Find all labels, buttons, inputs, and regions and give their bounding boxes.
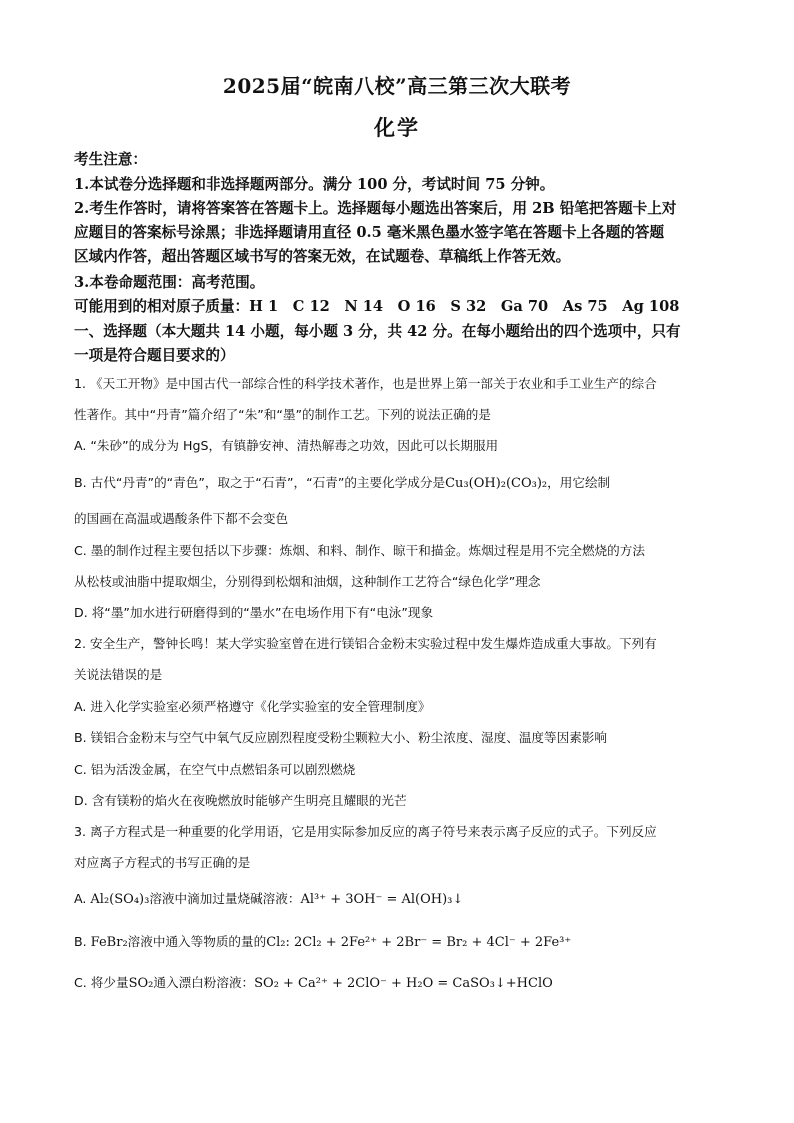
q3-option-b-gas: Cl₂ [266, 935, 286, 950]
q3-option-b-text: 溶液中通入等物质的量的 [127, 934, 267, 949]
q3-option-a-text: 溶液中滴加过量烧碱溶液： [149, 891, 301, 906]
q3-option-c-text: 通入漂白粉溶液： [153, 975, 255, 990]
q3-option-a-label: A. [74, 891, 87, 906]
q3-option-b-equation: : 2Cl₂ + 2Fe²⁺ + 2Br⁻ = Br₂ + 4Cl⁻ + 2Fe³⁺ [285, 935, 572, 950]
q1-stem-line-2: 性著作。其中“丹青”篇介绍了“朱”和“墨”的制作工艺。下列的说法正确的是 [74, 407, 491, 422]
q2-option-c: C. 铝为活泼金属，在空气中点燃铝条可以剧烈燃烧 [74, 762, 356, 777]
q1-option-b-formula: Cu₃(OH)₂(CO₃)₂ [445, 476, 548, 491]
q3-option-c-equation: SO₂ + Ca²⁺ + 2ClO⁻ + H₂O = CaSO₃↓+HClO [254, 976, 553, 991]
q1-option-c-line-2: 从松枝或油脂中提取烟尘，分别得到松烟和油烟，这种制作工艺符合“绿色化学”理念 [74, 574, 541, 589]
notice-item-1: 1.本试卷分选择题和非选择题两部分。满分 100 分，考试时间 75 分钟。 [74, 176, 555, 193]
q3-option-b-reactant: FeBr₂ [90, 935, 128, 950]
q1-option-b-suffix: ，用它绘制 [547, 475, 611, 490]
subject-title: 化学 [374, 115, 420, 140]
notice-heading: 考生注意： [74, 151, 147, 168]
q2-option-d: D. 含有镁粉的焰火在夜晚燃放时能够产生明亮且耀眼的光芒 [74, 793, 407, 808]
notice-item-3: 3.本卷命题范围：高考范围。 [74, 274, 265, 291]
notice-item-2-line-2: 应题目的答案标号涂黑；非选择题请用直径 0.5 毫米黑色墨水签字笔在答题卡上各题的答题 [74, 224, 665, 241]
q3-option-c-label: C. 将少量 [74, 975, 129, 990]
q3-option-b-label: B. [74, 934, 87, 949]
exam-title: 2025届“皖南八校”高三第三次大联考 [222, 74, 572, 98]
q3-option-a [74, 888, 734, 907]
q1-option-b-text: B. 古代“丹青”的“青色”，取之于“石青”，“石青”的主要化学成分是 [74, 475, 446, 490]
section-heading-line-2: 一项是符合题目要求的） [74, 347, 235, 364]
q1-option-a: A. “朱砂”的成分为 HgS，有镇静安神、清热解毒之功效，因此可以长期服用 [74, 438, 499, 453]
q2-stem-line-2: 关说法错误的是 [74, 667, 163, 682]
notice-item-2-line-1: 2.考生作答时，请将答案答在答题卡上。选择题每小题选出答案后，用 2B 铅笔把答题卡上对 [74, 200, 677, 217]
q3-option-c-gas: SO₂ [128, 976, 154, 991]
section-heading-line-1: 一、选择题（本大题共 14 小题，每小题 3 分，共 42 分。在每小题给出的四个选项中，只有 [74, 323, 681, 340]
q3-option-c [74, 972, 734, 991]
q1-option-c-line-1: C. 墨的制作过程主要包括以下步骤：炼烟、和料、制作、晾干和描金。炼烟过程是用不完全燃烧的方法 [74, 543, 645, 558]
q1-option-b-line-1 [74, 472, 734, 491]
q1-option-d: D. 将“墨”加水进行研磨得到的“墨水”在电场作用下有“电泳”现象 [74, 605, 434, 620]
q2-stem-line-1: 2. 安全生产，警钟长鸣！某大学实验室曾在进行镁铝合金粉末实验过程中发生爆炸造成重大事故。下列有 [74, 636, 657, 651]
q1-stem-line-1: 1. 《天工开物》是中国古代一部综合性的科学技术著作，也是世界上第一部关于农业和手工业生产的综合 [74, 376, 657, 391]
q2-option-b: B. 镁铝合金粉末与空气中氧气反应剧烈程度受粉尘颗粒大小、粉尘浓度、湿度、温度等因素影响 [74, 730, 607, 745]
q1-option-b-line-2: 的国画在高温或遇酸条件下都不会变色 [74, 511, 289, 526]
q3-stem-line-2: 对应离子方程式的书写正确的是 [74, 855, 251, 870]
atomic-mass-line: 可能用到的相对原子质量：H 1 C 12 N 14 O 16 S 32 Ga 70 As 75 Ag 108 [74, 298, 680, 315]
q3-stem-line-1: 3. 离子方程式是一种重要的化学用语，它是用实际参加反应的离子符号来表示离子反应的式子。下列反应 [74, 824, 657, 839]
q3-option-a-reactant: Al₂(SO₄)₃ [90, 892, 150, 907]
q3-option-a-equation: Al³⁺ + 3OH⁻ = Al(OH)₃↓ [300, 892, 464, 907]
q3-option-b [74, 931, 734, 950]
notice-item-2-line-3: 区域内作答，超出答题区域书写的答案无效，在试题卷、草稿纸上作答无效。 [74, 248, 571, 265]
q2-option-a: A. 进入化学实验室必须严格遵守《化学实验室的安全管理制度》 [74, 699, 431, 714]
